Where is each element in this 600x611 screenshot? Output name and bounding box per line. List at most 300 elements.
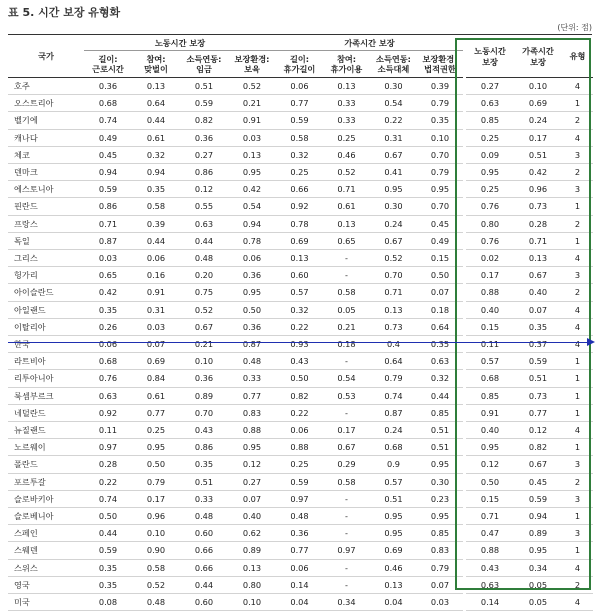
value-cell: 0.70 bbox=[370, 267, 417, 284]
value-cell: 0.42 bbox=[84, 284, 132, 301]
value-cell: 1 bbox=[562, 542, 593, 559]
header-col: 길이: 근로시간 bbox=[84, 51, 132, 78]
value-cell: 0.13 bbox=[514, 250, 562, 267]
value-cell: 0.60 bbox=[180, 525, 228, 542]
value-cell: 0.25 bbox=[466, 181, 514, 198]
value-cell: 0.59 bbox=[84, 181, 132, 198]
value-cell: 0.88 bbox=[276, 439, 323, 456]
value-cell: 0.35 bbox=[514, 318, 562, 335]
value-cell: 0.05 bbox=[514, 594, 562, 611]
value-cell: 0.34 bbox=[514, 559, 562, 576]
value-cell: 0.65 bbox=[323, 232, 370, 249]
value-cell: 0.77 bbox=[228, 387, 276, 404]
country-cell: 핀란드 bbox=[8, 198, 84, 215]
value-cell: 1 bbox=[562, 439, 593, 456]
value-cell: 0.13 bbox=[228, 146, 276, 163]
value-cell: 0.86 bbox=[180, 164, 228, 181]
value-cell: 0.51 bbox=[514, 146, 562, 163]
value-cell: 0.85 bbox=[466, 387, 514, 404]
value-cell: 0.4 bbox=[370, 336, 417, 353]
country-cell: 덴마크 bbox=[8, 164, 84, 181]
value-cell: 0.35 bbox=[84, 576, 132, 593]
value-cell: 0.51 bbox=[370, 490, 417, 507]
value-cell: 0.76 bbox=[84, 370, 132, 387]
value-cell: 0.13 bbox=[323, 215, 370, 232]
value-cell: 0.68 bbox=[84, 353, 132, 370]
value-cell: 1 bbox=[562, 95, 593, 112]
table-row bbox=[8, 284, 593, 301]
value-cell: 0.32 bbox=[132, 146, 180, 163]
value-cell: 0.58 bbox=[323, 284, 370, 301]
value-cell: 0.31 bbox=[370, 129, 417, 146]
value-cell: 0.30 bbox=[370, 198, 417, 215]
value-cell: 0.71 bbox=[466, 508, 514, 525]
value-cell: 0.64 bbox=[370, 353, 417, 370]
value-cell: 0.95 bbox=[417, 508, 463, 525]
table-row bbox=[8, 267, 593, 284]
value-cell: - bbox=[323, 576, 370, 593]
table-header bbox=[8, 34, 593, 78]
value-cell: 0.89 bbox=[228, 542, 276, 559]
value-cell: 0.13 bbox=[323, 78, 370, 95]
value-cell: 4 bbox=[562, 336, 593, 353]
korea-arrow-line bbox=[8, 342, 590, 343]
value-cell: 0.44 bbox=[180, 232, 228, 249]
value-cell: 0.50 bbox=[84, 508, 132, 525]
value-cell: 2 bbox=[562, 112, 593, 129]
header-col: 소득연동: 임금 bbox=[180, 51, 228, 78]
value-cell: 0.36 bbox=[180, 370, 228, 387]
value-cell: - bbox=[323, 559, 370, 576]
value-cell: 4 bbox=[562, 318, 593, 335]
value-cell: 0.03 bbox=[132, 318, 180, 335]
value-cell: 0.75 bbox=[180, 284, 228, 301]
value-cell: 0.89 bbox=[180, 387, 228, 404]
value-cell: 0.32 bbox=[276, 301, 323, 318]
value-cell: 0.17 bbox=[466, 267, 514, 284]
value-cell: 0.32 bbox=[417, 370, 463, 387]
value-cell: 0.41 bbox=[370, 164, 417, 181]
table-body bbox=[8, 78, 593, 611]
table-row bbox=[8, 387, 593, 404]
country-cell: 오스트리아 bbox=[8, 95, 84, 112]
table-row bbox=[8, 301, 593, 318]
value-cell: 0.07 bbox=[228, 490, 276, 507]
value-cell: 0.21 bbox=[323, 318, 370, 335]
table-row bbox=[8, 594, 593, 611]
value-cell: 0.66 bbox=[180, 542, 228, 559]
value-cell: 0.63 bbox=[84, 387, 132, 404]
value-cell: 0.96 bbox=[514, 181, 562, 198]
value-cell: 4 bbox=[562, 594, 593, 611]
value-cell: 0.48 bbox=[180, 250, 228, 267]
value-cell: 0.05 bbox=[514, 576, 562, 593]
value-cell: 4 bbox=[562, 422, 593, 439]
value-cell: 4 bbox=[562, 250, 593, 267]
value-cell: 0.70 bbox=[417, 146, 463, 163]
value-cell: 0.35 bbox=[417, 336, 463, 353]
value-cell: 0.32 bbox=[276, 146, 323, 163]
value-cell: 0.54 bbox=[323, 370, 370, 387]
value-cell: 0.45 bbox=[417, 215, 463, 232]
value-cell: 0.96 bbox=[132, 508, 180, 525]
value-cell: 0.48 bbox=[228, 353, 276, 370]
value-cell: 0.22 bbox=[84, 473, 132, 490]
value-cell: 0.50 bbox=[132, 456, 180, 473]
value-cell: 0.78 bbox=[276, 215, 323, 232]
value-cell: 0.44 bbox=[417, 387, 463, 404]
value-cell: 0.77 bbox=[276, 542, 323, 559]
value-cell: 0.95 bbox=[417, 181, 463, 198]
value-cell: 4 bbox=[562, 301, 593, 318]
value-cell: 0.17 bbox=[323, 422, 370, 439]
value-cell: 0.04 bbox=[276, 594, 323, 611]
value-cell: 0.60 bbox=[276, 267, 323, 284]
value-cell: 0.66 bbox=[180, 559, 228, 576]
value-cell: 0.50 bbox=[417, 267, 463, 284]
value-cell: 0.18 bbox=[323, 336, 370, 353]
value-cell: 0.43 bbox=[180, 422, 228, 439]
value-cell: 0.88 bbox=[228, 422, 276, 439]
value-cell: 0.36 bbox=[276, 525, 323, 542]
value-cell: 0.10 bbox=[180, 353, 228, 370]
table-row bbox=[8, 95, 593, 112]
value-cell: 0.36 bbox=[228, 318, 276, 335]
value-cell: 0.36 bbox=[84, 78, 132, 95]
value-cell: 0.22 bbox=[276, 404, 323, 421]
value-cell: 0.73 bbox=[370, 318, 417, 335]
value-cell: 0.12 bbox=[180, 181, 228, 198]
value-cell: 0.40 bbox=[466, 422, 514, 439]
value-cell: 3 bbox=[562, 146, 593, 163]
value-cell: 0.27 bbox=[180, 146, 228, 163]
value-cell: 0.42 bbox=[514, 164, 562, 181]
table-row bbox=[8, 164, 593, 181]
value-cell: 0.82 bbox=[514, 439, 562, 456]
value-cell: 0.83 bbox=[228, 404, 276, 421]
value-cell: 0.95 bbox=[417, 456, 463, 473]
value-cell: 0.74 bbox=[370, 387, 417, 404]
table-row bbox=[8, 508, 593, 525]
country-cell: 영국 bbox=[8, 576, 84, 593]
value-cell: 0.86 bbox=[180, 439, 228, 456]
header-col: 노동시간 보장 bbox=[466, 34, 514, 78]
value-cell: 0.84 bbox=[132, 370, 180, 387]
value-cell: 4 bbox=[562, 78, 593, 95]
header-country: 국가 bbox=[8, 34, 84, 78]
value-cell: 0.83 bbox=[417, 542, 463, 559]
value-cell: 0.51 bbox=[180, 473, 228, 490]
value-cell: 0.67 bbox=[180, 318, 228, 335]
value-cell: 0.79 bbox=[417, 95, 463, 112]
header-group-work: 노동시간 보장 bbox=[84, 34, 276, 51]
value-cell: 0.06 bbox=[276, 422, 323, 439]
value-cell: 0.46 bbox=[370, 559, 417, 576]
value-cell: 0.64 bbox=[417, 318, 463, 335]
value-cell: 0.94 bbox=[132, 164, 180, 181]
value-cell: 0.33 bbox=[323, 95, 370, 112]
value-cell: 0.94 bbox=[228, 215, 276, 232]
value-cell: 0.91 bbox=[132, 284, 180, 301]
value-cell: - bbox=[323, 490, 370, 507]
country-cell: 슬로바키아 bbox=[8, 490, 84, 507]
value-cell: 0.46 bbox=[323, 146, 370, 163]
table-row bbox=[8, 215, 593, 232]
value-cell: 0.07 bbox=[417, 576, 463, 593]
value-cell: 2 bbox=[562, 164, 593, 181]
value-cell: 0.73 bbox=[514, 387, 562, 404]
value-cell: 0.51 bbox=[417, 439, 463, 456]
value-cell: 0.25 bbox=[132, 422, 180, 439]
value-cell: 1 bbox=[562, 387, 593, 404]
table-row bbox=[8, 318, 593, 335]
value-cell: 0.06 bbox=[132, 250, 180, 267]
country-cell: 포르투갈 bbox=[8, 473, 84, 490]
value-cell: 0.33 bbox=[180, 490, 228, 507]
value-cell: 0.82 bbox=[180, 112, 228, 129]
value-cell: 0.86 bbox=[84, 198, 132, 215]
value-cell: 0.88 bbox=[466, 542, 514, 559]
value-cell: 0.16 bbox=[132, 267, 180, 284]
value-cell: 0.80 bbox=[466, 215, 514, 232]
value-cell: 0.9 bbox=[370, 456, 417, 473]
table-row bbox=[8, 146, 593, 163]
value-cell: 0.63 bbox=[466, 576, 514, 593]
value-cell: 0.95 bbox=[228, 164, 276, 181]
value-cell: 0.52 bbox=[132, 576, 180, 593]
value-cell: 0.44 bbox=[132, 232, 180, 249]
value-cell: 1 bbox=[562, 404, 593, 421]
value-cell: 0.27 bbox=[228, 473, 276, 490]
value-cell: 0.92 bbox=[84, 404, 132, 421]
table-row bbox=[8, 473, 593, 490]
value-cell: 0.10 bbox=[132, 525, 180, 542]
value-cell: 0.02 bbox=[466, 250, 514, 267]
value-cell: 0.24 bbox=[514, 112, 562, 129]
value-cell: 0.57 bbox=[276, 284, 323, 301]
korea-arrow-head bbox=[587, 338, 595, 346]
value-cell: 0.87 bbox=[370, 404, 417, 421]
value-cell: 0.14 bbox=[466, 594, 514, 611]
value-cell: 0.27 bbox=[466, 78, 514, 95]
table-row bbox=[8, 250, 593, 267]
value-cell: 0.34 bbox=[323, 594, 370, 611]
value-cell: 0.40 bbox=[514, 284, 562, 301]
value-cell: 0.09 bbox=[466, 146, 514, 163]
value-cell: 0.59 bbox=[180, 95, 228, 112]
country-cell: 프랑스 bbox=[8, 215, 84, 232]
value-cell: 3 bbox=[562, 181, 593, 198]
value-cell: 0.12 bbox=[466, 456, 514, 473]
value-cell: 0.28 bbox=[514, 215, 562, 232]
value-cell: 0.89 bbox=[514, 525, 562, 542]
value-cell: 0.17 bbox=[514, 129, 562, 146]
value-cell: 0.03 bbox=[228, 129, 276, 146]
value-cell: 0.52 bbox=[370, 250, 417, 267]
value-cell: 0.76 bbox=[466, 232, 514, 249]
value-cell: 0.69 bbox=[370, 542, 417, 559]
value-cell: 0.95 bbox=[228, 439, 276, 456]
value-cell: 0.06 bbox=[228, 250, 276, 267]
value-cell: 0.28 bbox=[84, 456, 132, 473]
value-cell: - bbox=[323, 404, 370, 421]
value-cell: 0.47 bbox=[466, 525, 514, 542]
country-cell: 폴란드 bbox=[8, 456, 84, 473]
value-cell: 0.35 bbox=[84, 559, 132, 576]
value-cell: 0.10 bbox=[514, 78, 562, 95]
value-cell: 0.35 bbox=[180, 456, 228, 473]
value-cell: 0.57 bbox=[466, 353, 514, 370]
value-cell: - bbox=[323, 353, 370, 370]
table-row bbox=[8, 439, 593, 456]
value-cell: 0.97 bbox=[323, 542, 370, 559]
value-cell: 0.90 bbox=[132, 542, 180, 559]
country-cell: 체코 bbox=[8, 146, 84, 163]
value-cell: 3 bbox=[562, 490, 593, 507]
value-cell: 0.22 bbox=[276, 318, 323, 335]
value-cell: 0.57 bbox=[370, 473, 417, 490]
header-col: 참여: 맞벌이 bbox=[132, 51, 180, 78]
value-cell: 0.58 bbox=[323, 473, 370, 490]
value-cell: 0.49 bbox=[417, 232, 463, 249]
table-row bbox=[8, 542, 593, 559]
value-cell: 0.76 bbox=[466, 198, 514, 215]
value-cell: 0.42 bbox=[228, 181, 276, 198]
value-cell: 0.94 bbox=[514, 508, 562, 525]
value-cell: 0.95 bbox=[514, 542, 562, 559]
value-cell: 0.03 bbox=[84, 250, 132, 267]
table-row bbox=[8, 525, 593, 542]
value-cell: 0.12 bbox=[514, 422, 562, 439]
value-cell: 0.13 bbox=[370, 301, 417, 318]
value-cell: 0.71 bbox=[84, 215, 132, 232]
country-cell: 네덜란드 bbox=[8, 404, 84, 421]
value-cell: 0.91 bbox=[466, 404, 514, 421]
value-cell: 0.97 bbox=[84, 439, 132, 456]
country-cell: 뉴질랜드 bbox=[8, 422, 84, 439]
unit-label: (단위: 점) bbox=[557, 23, 592, 32]
value-cell: 0.61 bbox=[323, 198, 370, 215]
value-cell: - bbox=[323, 267, 370, 284]
value-cell: 0.25 bbox=[323, 129, 370, 146]
value-cell: 4 bbox=[562, 559, 593, 576]
country-cell: 미국 bbox=[8, 594, 84, 611]
header-col: 보장환경: 보육 bbox=[228, 51, 276, 78]
value-cell: 0.13 bbox=[370, 576, 417, 593]
value-cell: 0.08 bbox=[84, 594, 132, 611]
value-cell: 0.87 bbox=[228, 336, 276, 353]
value-cell: 0.70 bbox=[417, 198, 463, 215]
table-row bbox=[8, 404, 593, 421]
header-col: 유형 bbox=[562, 34, 593, 78]
table-row bbox=[8, 336, 593, 353]
value-cell: 0.60 bbox=[180, 594, 228, 611]
value-cell: 0.03 bbox=[417, 594, 463, 611]
value-cell: 0.14 bbox=[276, 576, 323, 593]
table-row bbox=[8, 559, 593, 576]
value-cell: 1 bbox=[562, 370, 593, 387]
value-cell: 0.51 bbox=[514, 370, 562, 387]
value-cell: 0.11 bbox=[466, 336, 514, 353]
value-cell: 0.59 bbox=[514, 353, 562, 370]
value-cell: 0.79 bbox=[417, 559, 463, 576]
country-cell: 호주 bbox=[8, 78, 84, 95]
value-cell: 0.79 bbox=[132, 473, 180, 490]
value-cell: 0.85 bbox=[417, 525, 463, 542]
value-cell: 0.40 bbox=[466, 301, 514, 318]
value-cell: 0.68 bbox=[84, 95, 132, 112]
value-cell: 0.35 bbox=[84, 301, 132, 318]
value-cell: 0.18 bbox=[417, 301, 463, 318]
value-cell: 0.15 bbox=[466, 490, 514, 507]
value-cell: 0.52 bbox=[228, 78, 276, 95]
value-cell: 0.92 bbox=[276, 198, 323, 215]
value-cell: 0.74 bbox=[84, 490, 132, 507]
value-cell: 0.67 bbox=[370, 232, 417, 249]
value-cell: 0.45 bbox=[84, 146, 132, 163]
value-cell: 0.50 bbox=[228, 301, 276, 318]
value-cell: 3 bbox=[562, 267, 593, 284]
value-cell: 0.73 bbox=[514, 198, 562, 215]
value-cell: 0.40 bbox=[228, 508, 276, 525]
value-cell: 1 bbox=[562, 232, 593, 249]
value-cell: 0.77 bbox=[276, 95, 323, 112]
value-cell: 0.63 bbox=[417, 353, 463, 370]
time-guarantee-table bbox=[8, 34, 593, 611]
value-cell: 0.95 bbox=[370, 181, 417, 198]
value-cell: 0.13 bbox=[132, 78, 180, 95]
value-cell: 0.24 bbox=[370, 215, 417, 232]
table-row bbox=[8, 456, 593, 473]
value-cell: 0.71 bbox=[323, 181, 370, 198]
value-cell: 0.65 bbox=[84, 267, 132, 284]
value-cell: 0.44 bbox=[132, 112, 180, 129]
value-cell: 0.30 bbox=[370, 78, 417, 95]
country-cell: 노르웨이 bbox=[8, 439, 84, 456]
value-cell: 0.13 bbox=[228, 559, 276, 576]
value-cell: 0.44 bbox=[84, 525, 132, 542]
header-group-family: 가족시간 보장 bbox=[276, 34, 463, 51]
country-cell: 한국 bbox=[8, 336, 84, 353]
table-row bbox=[8, 490, 593, 507]
value-cell: 0.07 bbox=[132, 336, 180, 353]
value-cell: 0.25 bbox=[276, 164, 323, 181]
value-cell: - bbox=[323, 508, 370, 525]
value-cell: 0.95 bbox=[466, 164, 514, 181]
value-cell: 0.95 bbox=[466, 439, 514, 456]
value-cell: 0.17 bbox=[132, 490, 180, 507]
value-cell: 0.35 bbox=[132, 181, 180, 198]
value-cell: 2 bbox=[562, 473, 593, 490]
value-cell: 0.82 bbox=[276, 387, 323, 404]
value-cell: 0.43 bbox=[276, 353, 323, 370]
value-cell: 0.80 bbox=[228, 576, 276, 593]
value-cell: 0.53 bbox=[323, 387, 370, 404]
country-cell: 그리스 bbox=[8, 250, 84, 267]
value-cell: 0.36 bbox=[228, 267, 276, 284]
value-cell: 0.63 bbox=[180, 215, 228, 232]
value-cell: 0.37 bbox=[514, 336, 562, 353]
value-cell: 0.23 bbox=[417, 490, 463, 507]
value-cell: 0.20 bbox=[180, 267, 228, 284]
value-cell: 0.59 bbox=[84, 542, 132, 559]
value-cell: 0.31 bbox=[132, 301, 180, 318]
country-cell: 이탈리아 bbox=[8, 318, 84, 335]
value-cell: 0.35 bbox=[417, 112, 463, 129]
country-cell: 룩셈부르크 bbox=[8, 387, 84, 404]
value-cell: 0.74 bbox=[84, 112, 132, 129]
country-cell: 벨기에 bbox=[8, 112, 84, 129]
